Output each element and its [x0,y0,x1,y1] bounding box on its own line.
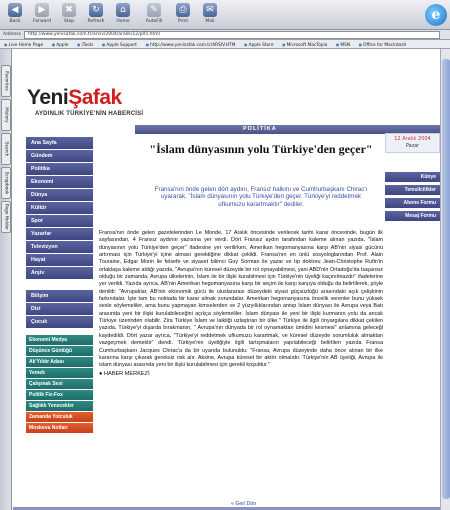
nav-mesaj-formu[interactable]: Mesaj Formu [385,211,440,221]
home-icon: ⌂ [116,3,130,17]
favorite-link[interactable]: ● MSN [336,42,350,48]
nav-spor[interactable]: Spor [26,215,93,227]
print-button[interactable]: ⎙ Print [177,5,189,24]
web-page [13,49,440,510]
autofill-icon: ✎ [147,3,161,17]
site-slogan: AYDINLIK TÜRKİYE'NİN HABERCİSİ [35,111,144,117]
favorites-bar [0,40,450,49]
nav-kultur[interactable]: Kültür [26,202,93,214]
favorite-link[interactable]: ● Apple Support [102,42,137,48]
nav-arsiv[interactable]: Arşiv [26,267,93,279]
tab-search[interactable]: Search [1,133,11,165]
tab-favorites[interactable]: Favorites [1,65,11,97]
nav-politika[interactable]: Politika [26,163,93,175]
favorite-link[interactable]: ● Office for Macintosh [359,42,407,48]
address-bar [0,30,450,40]
article-headline: "İslam dünyasının yolu Türkiye'den geçer" [149,142,373,156]
nav-special-item[interactable]: Düşünce Günlüğü [26,346,93,356]
nav-special-item[interactable]: Ekonomi Medya [26,335,93,345]
autofill-button[interactable]: ✎ AutoFill [145,5,163,24]
site-logo[interactable]: YeniŞafak [27,86,122,109]
tab-scrapbook[interactable]: Scrapbook [1,167,11,199]
mail-icon: ✉ [203,3,217,17]
favorite-link[interactable]: ● iTools [77,42,93,48]
nav-gundem[interactable]: Gündem [26,150,93,162]
tab-history[interactable]: History [1,99,11,131]
refresh-icon: ↻ [89,3,103,17]
nav-dunya[interactable]: Dünya [26,189,93,201]
article-text: Fransa'nın önde gelen gazetelerinden Le Monde, 17 Aralık öncesinde verilecek tarihi karar öncesinde, bugün ilk sayfasından, 4 Fransız aydının yazısına yer verdi. Dört Fransız aydın tarafından kaleme alınan yazıda, "İslam dünyasının yolu Türkiye'den geçer" ifadesine yer verilirken, Amerikan hegomanyasına karşı AB'nin siyasi gücünü artırması için Türkiye'yi içine alması gerektiğine dikkat çekildi. Fransa'nın en ünlü sosyologlarından Prof. Alain Touraine, Edgar Morin ile felsefe ve siyaset bilimci Guy Sorman ile yazar ve tıp doktoru Jean-Christophe Rufin'in ortaklaşa kaleme aldığı yazıda, "Avrupa'nın küresel düzeyde bir rol oynayabilmesi, yani ABD'nin Ortadoğu'da başarısız olduğu bir zamanda, Avrupa ülkelerinin, İslam ile bir ilişki kurabilmesi için Türkiye'nin üyeliği kaçınılmazdır" ifadelerine yer verildi. Yazıda ayrıca, AB'nin Amerikan hegomanyasına karşı bir seçim ile karşı karşıya olduğu da belirtilerek, şöyle denildi: "Avrupalılar, AB'nin ekonomik gücü ile uluslararası düzeydeki siyasi güçsüzlüğü arasındaki açık çelişkinin farkındalar. İşte tam bu noktada bir karar almak zorundalar. Amerikan hegomanyasına öncelik verenler bunu yüksek sesle söylemeliler, ama bunu yapmayan kimselerden ve 2 yüzyıllıklarından annıp İslam dünyası ile Avrupa veya Batı arasında yeni bir ilişki kurulabileceğini açıkça söylemeliler. İslam dünyası ile yeni bir ilişki kurmanın yolu da ancak Türkiye üzerinden olabilir. Zira Türkiye İslam ve laikliği uzlaştıran bir ülke." Türkiye ile ilgili önyargılara dikkat çekilen yazıda, Türkiye'yi dışarda bırakmanın, " Avrupa'nın dünyada bir rol oynamaktan ümidini kesmesi" anlamına geleceği kaydedildi. Dört yazar ayrıca, "Türkiye'yi reddetmek ufkumuzu karartmak, ve küresel düzeyde sorumluluk almaktan vazgeçmek demektir" dendi. Türkiye'nin üyeliğiyle ilgili tartışmaların yapılabileceği belirtilen yazıda Fransa Cumhurbaşkanı Jacques Chirac'a da bir uyarıda bulunuldu: "Fransa, Avrupa düzeyinde daha önce alınan bir ilke kararına karşı çıkarak gereksiz risk alır. Aksine, Avrupa küresel bir aktör olmalıdır. Türkiye'nin AB üyeliği, Avrupa ile islam dünyası arasında yeni bir ilişki kurulabilmesi için gerekli koşuldur." [99,230,383,369]
section-title: POLİTİKA [243,126,277,132]
nav-cocuk[interactable]: Çocuk [26,316,93,328]
favorite-link[interactable]: ● Live Home Page [4,42,43,48]
back-button[interactable]: ◀ Back [9,5,21,24]
nav-ekonomi[interactable]: Ekonomi [26,176,93,188]
address-label: Address [3,32,21,37]
nav-kunye[interactable]: Künye [385,172,440,182]
article-body [99,230,383,378]
forward-arrow-icon: ▶ [35,3,49,17]
home-button[interactable]: ⌂ Home [116,5,130,24]
nav-feature-item[interactable]: Moskova Notları [26,423,93,433]
back-arrow-icon: ◀ [8,3,22,17]
forward-button[interactable]: ▶ Forward [32,5,52,24]
vertical-scrollbar[interactable] [440,49,450,510]
stop-icon: ✖ [62,3,76,17]
nav-special-item[interactable]: Yemek [26,368,93,378]
nav-ana-sayfa[interactable]: Ana Sayfa [26,137,93,149]
stop-button[interactable]: ✖ Stop [63,5,75,24]
scrollbar-thumb[interactable] [442,59,450,499]
nav-abone-formu[interactable]: Abone Formu [385,198,440,208]
nav-feature-item[interactable]: Zamanda Yolculuk [26,412,93,422]
nav-yazarlar[interactable]: Yazarlar [26,228,93,240]
favorite-link[interactable]: ● Apple Store [244,42,273,48]
explorer-side-tabs [0,49,12,510]
tab-page-holder[interactable]: Page Holder [1,201,11,233]
day-text: Pazar [405,144,420,149]
url-field[interactable]: http://www.yenisafak.com.tr/arsiv/2004/aralik/12/p05.html [24,31,440,39]
left-navigation [26,137,93,434]
right-navigation [385,172,440,224]
article-lead: Fransa'nın önde gelen dört aydını, Fransız halkını ve Cumhurbaşkanı Chirac'ı uyararak, "İslam dünyasının yolu Türkiye'den geçer. Türkiye'yi reddetmek ufkumuzu karartmaktır" dediler. [154,186,368,208]
nav-hayat[interactable]: Hayat [26,254,93,266]
date-box [385,133,440,153]
favorite-link[interactable]: ● Microsoft MacTopia [282,42,327,48]
browser-logo-icon: e [425,4,447,26]
article-byline: ● HABER MERKEZİ [99,370,150,377]
nav-special-item[interactable]: Politik Fiz-Fox [26,390,93,400]
nav-bilisim[interactable]: Bilişim [26,290,93,302]
nav-temsilcilikler[interactable]: Temsilcilikler [385,185,440,195]
favorite-link[interactable]: ● Apple [52,42,69,48]
nav-dizi[interactable]: Dizi [26,303,93,315]
refresh-button[interactable]: ↻ Refresh [87,5,105,24]
favorite-link[interactable]: ● http://www.yenisafak.com.tr/ARSIV.HTM [146,42,236,48]
date-text: 12 Aralık 2004 [394,136,431,142]
nav-special-item[interactable]: Ak'Yıldır Adası [26,357,93,367]
mail-button[interactable]: ✉ Mail [198,2,222,28]
browser-toolbar [0,0,450,30]
print-icon: ⎙ [176,3,190,17]
nav-televizyon[interactable]: Televizyon [26,241,93,253]
back-link[interactable]: « Geri Dön [231,501,257,507]
nav-spacer [26,280,93,290]
nav-special-item[interactable]: Çalışmak Sesi [26,379,93,389]
nav-special-item[interactable]: Sağlıklı Yenecekler [26,401,93,411]
